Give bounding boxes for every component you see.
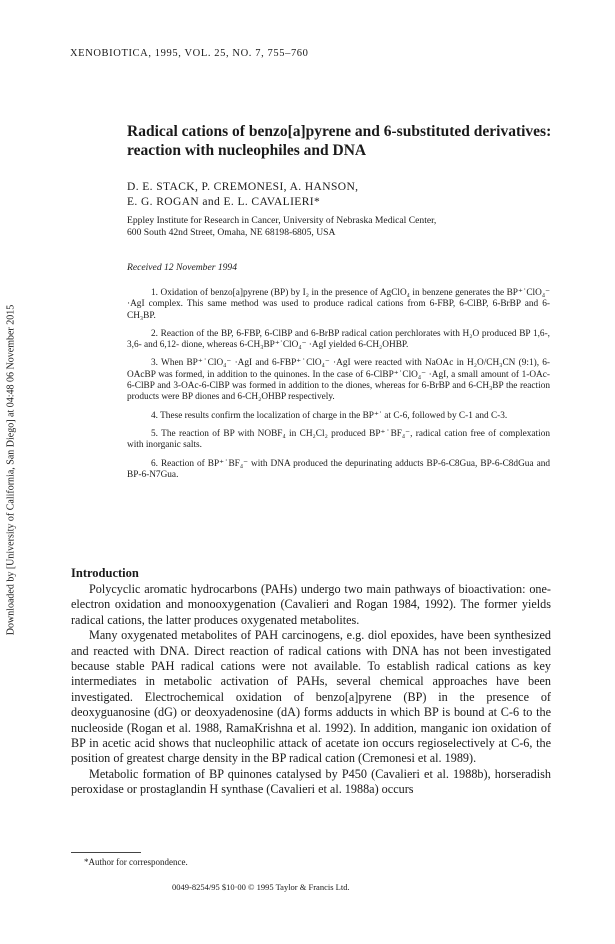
footnote: *Author for correspondence. <box>84 857 188 867</box>
abstract-point: 3. When BP⁺˙ClO₄⁻ ·AgI and 6-FBP⁺˙ClO₄⁻ ·AgI were reacted with NaOAc in H₂O/CH₃CN (9:1), 6-OAcBP was formed, in addition to the quinones. In the case of 6-ClBP⁺˙ClO₄⁻ ·AgI, a small amount of 1-OAc-6-ClBP and 3-OAc-6-ClBP was formed in addition to the diones, whereas for 6-BrBP and 6-CH₃BP the reaction products were BP diones and 6-CH₂OHBP respectively. <box>127 358 550 403</box>
abstract-point: 6. Reaction of BP⁺˙BF₄⁻ with DNA produced the depurinating adducts BP-6-C8Gua, BP-6-C8dGua and BP-6-N7Gua. <box>127 458 550 480</box>
body-paragraph: Many oxygenated metabolites of PAH carcinogens, e.g. diol epoxides, have been synthesized and reacted with DNA. Direct reaction of radical cations with DNA has not been investigated because stable PAH radical cations were not available. To establish radical cations as key intermediates in metabolic activation of PAHs, several chemical approaches have been investigated. Electrochemical oxidation of benzo[a]pyrene (BP) in the presence of deoxyguanosine (dG) or deoxyadenosine (dA) forms adducts in which BP is bound at C-6 to the nucleoside (Rogan et al. 1988, RamaKrishna et al. 1992). In addition, manganic ion oxidation of BP in acetic acid shows that nucleophilic attack of acetate ion occurs regioselectively at C-6, the position of greatest charge density in the BP radical cation (Cremonesi et al. 1989). <box>71 628 551 766</box>
body-paragraph: Metabolic formation of BP quinones catalysed by P450 (Cavalieri et al. 1988b), horseradish peroxidase or prostaglandin H synthase (Cavalieri et al. 1988a) occurs <box>71 766 551 797</box>
download-notice-text: Downloaded by [University of California, San Diego] at 04:48 06 November 2015 <box>5 304 17 636</box>
body-paragraph: Polycyclic aromatic hydrocarbons (PAHs) undergo two main pathways of bioactivation: one-electron oxidation and monooxygenation (Cavalieri and Rogan 1984, 1992). The former yields radical cations, the latter produces oxygenated metabolites. <box>71 582 551 627</box>
author-line: D. E. STACK, P. CREMONESI, A. HANSON, <box>127 181 359 193</box>
download-notice <box>4 250 18 690</box>
footnote-divider <box>71 852 141 853</box>
section-heading-introduction: Introduction <box>71 566 139 580</box>
abstract-point: 4. These results confirm the localization of charge in the BP⁺˙ at C-6, followed by C-1 and C-3. <box>151 410 508 421</box>
affiliation-line: Eppley Institute for Research in Cancer, University of Nebraska Medical Center, <box>127 215 437 226</box>
author-line: E. G. ROGAN and E. L. CAVALIERI* <box>127 196 321 208</box>
journal-header: XENOBIOTICA, 1995, VOL. 25, NO. 7, 755–760 <box>70 48 309 59</box>
author-list <box>127 180 358 210</box>
abstract-point: 2. Reaction of the BP, 6-FBP, 6-ClBP and 6-BrBP radical cation perchlorates with H₂O produced BP 1,6-, 3,6- and 6,12- dione, whereas 6-CH₃BP⁺˙ClO₄⁻ ·AgI yielded 6-CH₂OHBP. <box>127 328 550 351</box>
affiliation-line: 600 South 42nd Street, Omaha, NE 68198-6805, USA <box>127 226 336 238</box>
article-title: Radical cations of benzo[a]pyrene and 6-substituted derivatives: reaction with nucleophiles and DNA <box>127 123 552 159</box>
received-date: Received 12 November 1994 <box>127 262 238 273</box>
abstract-point: 1. Oxidation of benzo[a]pyrene (BP) by I₂ in the presence of AgClO₄ in benzene generates the BP⁺˙ClO₄⁻ ·AgI complex. This same method was used to produce radical cations from 6-FBP, 6-ClBP, 6-BrBP and 6-CH₃BP. <box>127 288 550 321</box>
abstract-point: 5. The reaction of BP with NOBF₄ in CH₂Cl₂ produced BP⁺˙BF₄⁻, radical cation free of complexation with inorganic salts. <box>127 428 550 451</box>
abstract <box>127 288 550 488</box>
copyright-line: 0049-8254/95 $10·00 © 1995 Taylor & Francis Ltd. <box>172 882 350 892</box>
affiliation <box>127 215 436 238</box>
introduction-body <box>71 582 551 798</box>
